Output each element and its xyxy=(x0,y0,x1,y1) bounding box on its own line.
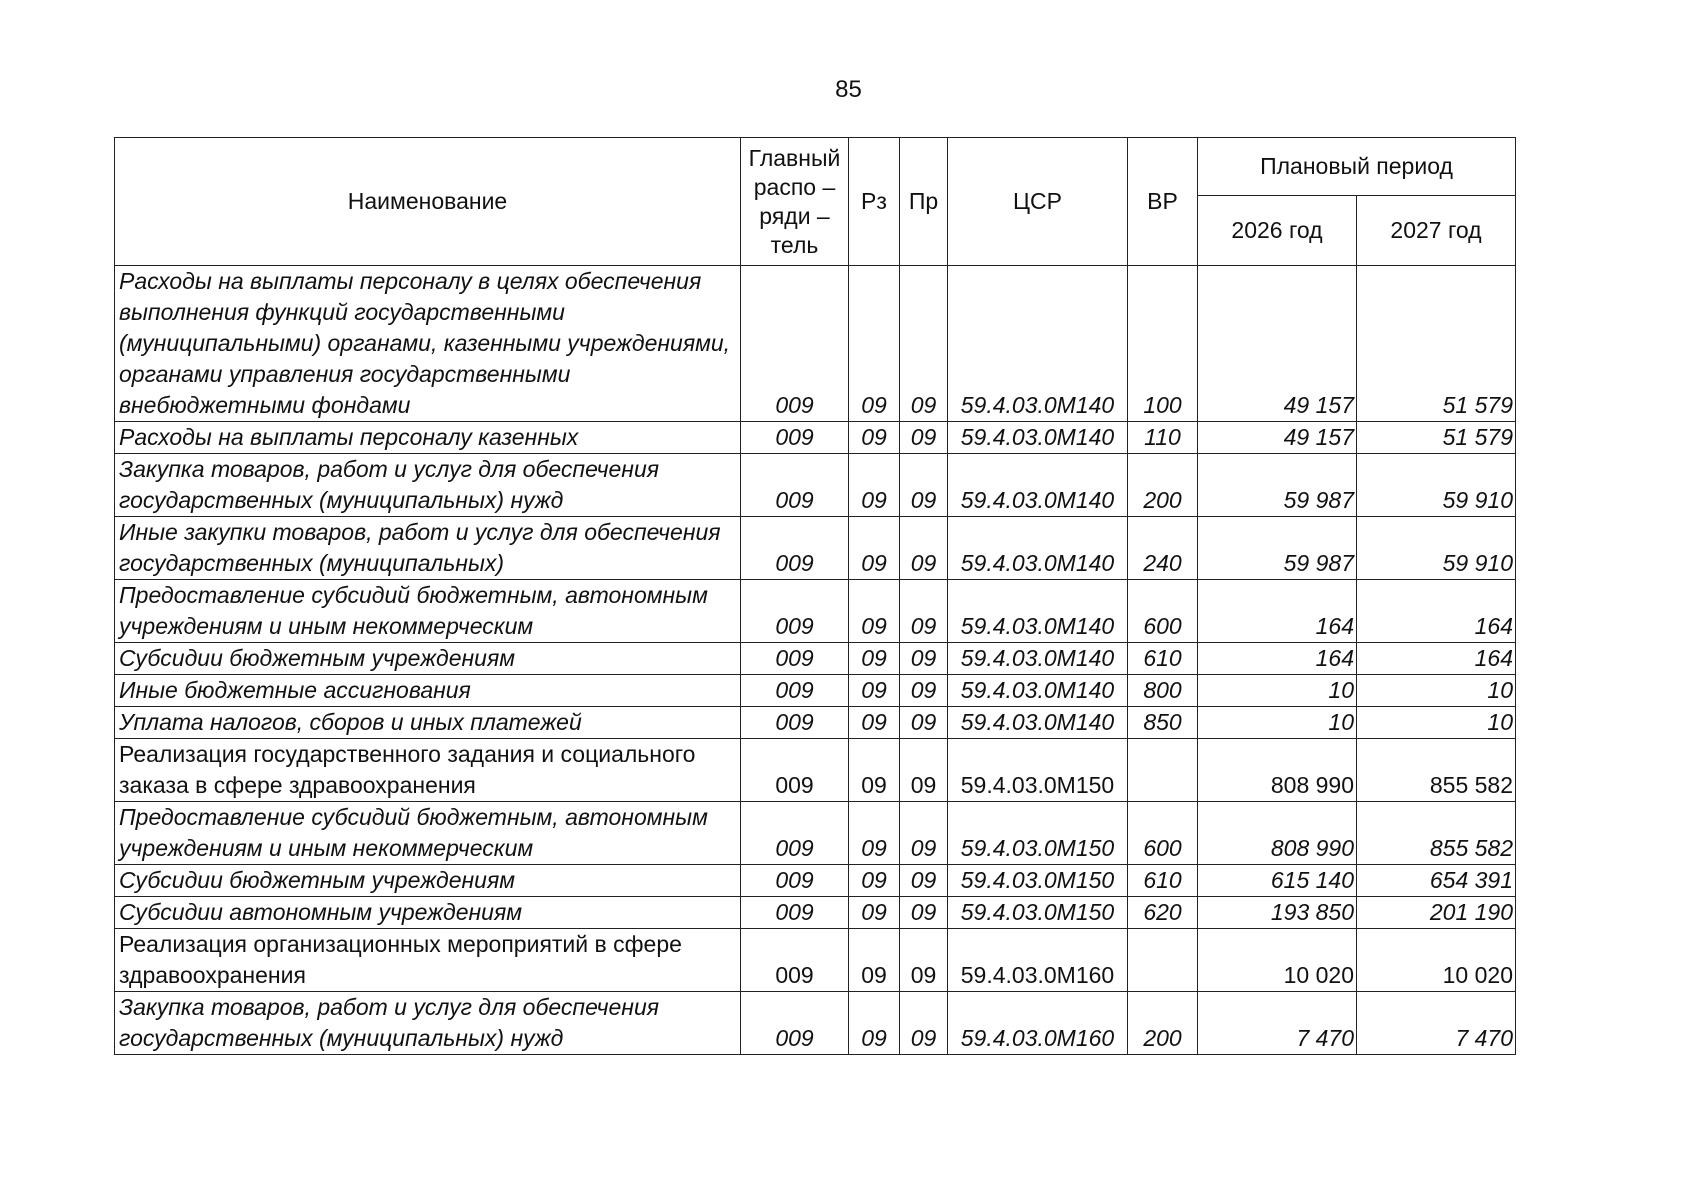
row-name: Уплата налогов, сборов и иных платежей xyxy=(115,707,741,739)
row-gr: 009 xyxy=(741,643,849,675)
table-row xyxy=(115,580,1516,643)
row-value-2027: 51 579 xyxy=(1357,266,1516,422)
row-value-2026: 193 850 xyxy=(1198,897,1357,929)
table-row xyxy=(115,865,1516,897)
header-gr-line: ряди – xyxy=(759,202,830,229)
row-rz: 09 xyxy=(849,422,900,454)
row-value-2026: 10 xyxy=(1198,707,1357,739)
table-row xyxy=(115,707,1516,739)
row-pr: 09 xyxy=(900,739,948,802)
row-rz: 09 xyxy=(849,897,900,929)
row-csr: 59.4.03.0М140 xyxy=(948,643,1128,675)
row-value-2027: 10 xyxy=(1357,675,1516,707)
row-vr: 850 xyxy=(1128,707,1198,739)
row-pr: 09 xyxy=(900,675,948,707)
budget-table xyxy=(114,137,1516,1055)
row-value-2027: 201 190 xyxy=(1357,897,1516,929)
table-row xyxy=(115,739,1516,802)
table-row xyxy=(115,517,1516,580)
row-csr: 59.4.03.0М160 xyxy=(948,992,1128,1055)
row-csr: 59.4.03.0М140 xyxy=(948,266,1128,422)
row-pr: 09 xyxy=(900,865,948,897)
row-vr: 110 xyxy=(1128,422,1198,454)
row-value-2027: 855 582 xyxy=(1357,802,1516,865)
table-row xyxy=(115,929,1516,992)
row-csr: 59.4.03.0М140 xyxy=(948,707,1128,739)
row-csr: 59.4.03.0М150 xyxy=(948,897,1128,929)
row-gr: 009 xyxy=(741,929,849,992)
header-name: Наименование xyxy=(115,138,741,266)
row-gr: 009 xyxy=(741,675,849,707)
row-rz: 09 xyxy=(849,865,900,897)
table-body xyxy=(115,266,1516,1055)
row-gr: 009 xyxy=(741,992,849,1055)
row-value-2027: 51 579 xyxy=(1357,422,1516,454)
row-name: Расходы на выплаты персоналу в целях обеспечения выполнения функций государственными (муниципальными) органами, казенными учреждениями, органами управления государственными внебюджетными фондами xyxy=(115,266,741,422)
header-gr-line: Главный xyxy=(748,144,841,171)
row-value-2027: 164 xyxy=(1357,643,1516,675)
row-pr: 09 xyxy=(900,517,948,580)
row-value-2026: 7 470 xyxy=(1198,992,1357,1055)
row-vr: 800 xyxy=(1128,675,1198,707)
table-row xyxy=(115,266,1516,422)
row-vr xyxy=(1128,739,1198,802)
row-rz: 09 xyxy=(849,929,900,992)
table-header xyxy=(115,138,1516,266)
row-rz: 09 xyxy=(849,675,900,707)
row-vr: 600 xyxy=(1128,580,1198,643)
row-name: Реализация государственного задания и социального заказа в сфере здравоохранения xyxy=(115,739,741,802)
row-vr: 100 xyxy=(1128,266,1198,422)
header-pr: Пр xyxy=(900,138,948,266)
row-name: Предоставление субсидий бюджетным, автономным учреждениям и иным некоммерческим xyxy=(115,802,741,865)
row-name: Субсидии бюджетным учреждениям xyxy=(115,643,741,675)
row-rz: 09 xyxy=(849,992,900,1055)
row-gr: 009 xyxy=(741,707,849,739)
row-value-2026: 10 xyxy=(1198,675,1357,707)
row-csr: 59.4.03.0М150 xyxy=(948,802,1128,865)
row-pr: 09 xyxy=(900,802,948,865)
header-vr: ВР xyxy=(1128,138,1198,266)
table-row xyxy=(115,643,1516,675)
row-gr: 009 xyxy=(741,897,849,929)
row-gr: 009 xyxy=(741,865,849,897)
row-value-2027: 7 470 xyxy=(1357,992,1516,1055)
row-name: Субсидии бюджетным учреждениям xyxy=(115,865,741,897)
row-pr: 09 xyxy=(900,454,948,517)
row-csr: 59.4.03.0М140 xyxy=(948,517,1128,580)
row-csr: 59.4.03.0М140 xyxy=(948,454,1128,517)
row-csr: 59.4.03.0М160 xyxy=(948,929,1128,992)
header-gr-line: тель xyxy=(770,231,819,258)
row-pr: 09 xyxy=(900,643,948,675)
row-value-2026: 10 020 xyxy=(1198,929,1357,992)
row-csr: 59.4.03.0М150 xyxy=(948,739,1128,802)
row-value-2026: 164 xyxy=(1198,643,1357,675)
row-gr: 009 xyxy=(741,266,849,422)
row-value-2027: 10 020 xyxy=(1357,929,1516,992)
row-name: Закупка товаров, работ и услуг для обеспечения государственных (муниципальных) нужд xyxy=(115,454,741,517)
header-gr xyxy=(741,138,849,266)
header-rz: Рз xyxy=(849,138,900,266)
row-gr: 009 xyxy=(741,422,849,454)
header-plan-period: Плановый период xyxy=(1198,138,1516,196)
table-row xyxy=(115,897,1516,929)
header-csr: ЦСР xyxy=(948,138,1128,266)
page-number: 85 xyxy=(835,76,862,103)
row-value-2026: 49 157 xyxy=(1198,266,1357,422)
row-value-2026: 808 990 xyxy=(1198,739,1357,802)
row-gr: 009 xyxy=(741,802,849,865)
row-rz: 09 xyxy=(849,802,900,865)
row-value-2027: 855 582 xyxy=(1357,739,1516,802)
row-name: Предоставление субсидий бюджетным, автономным учреждениям и иным некоммерческим xyxy=(115,580,741,643)
row-vr: 240 xyxy=(1128,517,1198,580)
row-pr: 09 xyxy=(900,929,948,992)
row-vr: 600 xyxy=(1128,802,1198,865)
row-value-2026: 59 987 xyxy=(1198,517,1357,580)
table-row xyxy=(115,454,1516,517)
row-name: Иные бюджетные ассигнования xyxy=(115,675,741,707)
row-pr: 09 xyxy=(900,422,948,454)
row-gr: 009 xyxy=(741,517,849,580)
row-vr: 610 xyxy=(1128,643,1198,675)
row-pr: 09 xyxy=(900,992,948,1055)
row-rz: 09 xyxy=(849,517,900,580)
table-row xyxy=(115,422,1516,454)
row-csr: 59.4.03.0М140 xyxy=(948,675,1128,707)
row-pr: 09 xyxy=(900,707,948,739)
row-value-2027: 10 xyxy=(1357,707,1516,739)
row-gr: 009 xyxy=(741,454,849,517)
row-csr: 59.4.03.0М150 xyxy=(948,865,1128,897)
row-rz: 09 xyxy=(849,580,900,643)
row-name: Реализация организационных мероприятий в сфере здравоохранения xyxy=(115,929,741,992)
row-gr: 009 xyxy=(741,580,849,643)
row-rz: 09 xyxy=(849,454,900,517)
table-row xyxy=(115,802,1516,865)
row-value-2026: 615 140 xyxy=(1198,865,1357,897)
row-name: Иные закупки товаров, работ и услуг для обеспечения государственных (муниципальных) xyxy=(115,517,741,580)
row-vr: 620 xyxy=(1128,897,1198,929)
header-year-2027: 2027 год xyxy=(1357,196,1516,266)
row-vr xyxy=(1128,929,1198,992)
row-rz: 09 xyxy=(849,707,900,739)
row-name: Расходы на выплаты персоналу казенных xyxy=(115,422,741,454)
row-value-2027: 59 910 xyxy=(1357,454,1516,517)
row-value-2027: 59 910 xyxy=(1357,517,1516,580)
row-pr: 09 xyxy=(900,897,948,929)
row-value-2026: 164 xyxy=(1198,580,1357,643)
row-vr: 200 xyxy=(1128,454,1198,517)
header-year-2026: 2026 год xyxy=(1198,196,1357,266)
row-value-2026: 59 987 xyxy=(1198,454,1357,517)
row-name: Закупка товаров, работ и услуг для обеспечения государственных (муниципальных) нужд xyxy=(115,992,741,1055)
row-value-2027: 654 391 xyxy=(1357,865,1516,897)
header-gr-line: распо – xyxy=(753,173,836,200)
row-pr: 09 xyxy=(900,580,948,643)
row-csr: 59.4.03.0М140 xyxy=(948,580,1128,643)
row-gr: 009 xyxy=(741,739,849,802)
row-csr: 59.4.03.0М140 xyxy=(948,422,1128,454)
row-value-2027: 164 xyxy=(1357,580,1516,643)
table-row xyxy=(115,675,1516,707)
row-rz: 09 xyxy=(849,266,900,422)
row-pr: 09 xyxy=(900,266,948,422)
row-rz: 09 xyxy=(849,643,900,675)
row-value-2026: 808 990 xyxy=(1198,802,1357,865)
row-vr: 610 xyxy=(1128,865,1198,897)
row-name: Субсидии автономным учреждениям xyxy=(115,897,741,929)
row-value-2026: 49 157 xyxy=(1198,422,1357,454)
row-rz: 09 xyxy=(849,739,900,802)
row-vr: 200 xyxy=(1128,992,1198,1055)
table-row xyxy=(115,992,1516,1055)
